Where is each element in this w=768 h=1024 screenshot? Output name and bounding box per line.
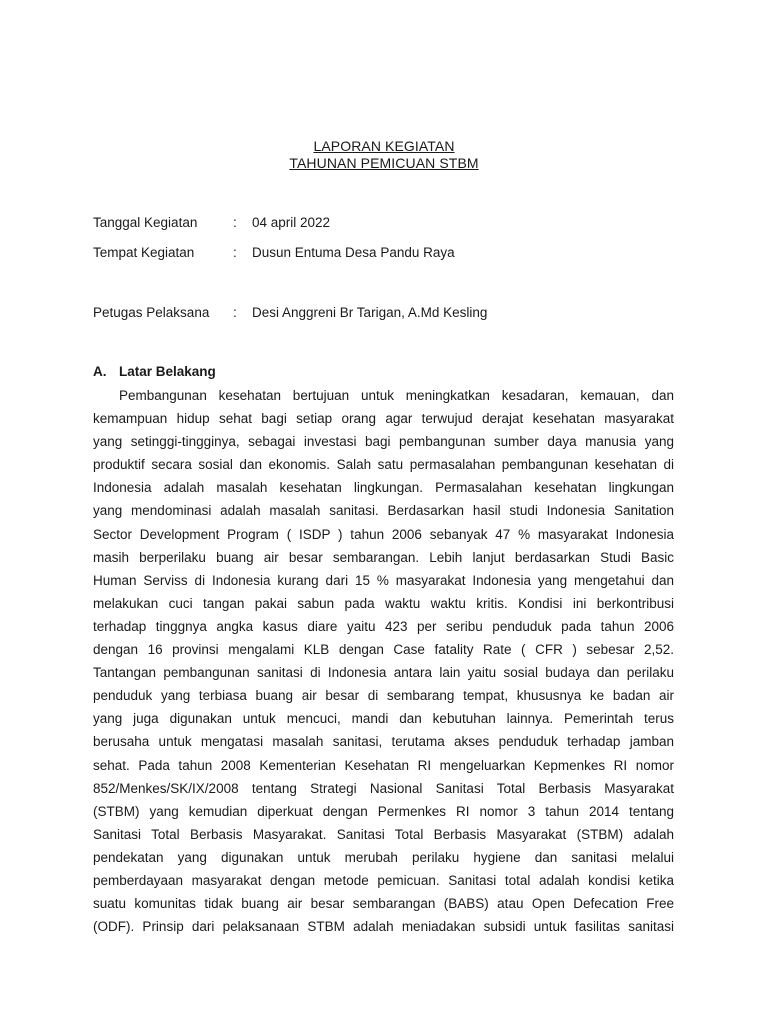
field-colon: : <box>233 245 237 260</box>
paragraph-line: pendekatan yang digunakan untuk merubah perilaku hygiene dan sanitasi melalui <box>93 849 674 865</box>
field-label: Tempat Kegiatan <box>93 245 195 260</box>
paragraph-line: pemberdayaan masyarakat dengan metode pemicuan. Sanitasi total adalah kondisi ketika <box>93 872 674 888</box>
paragraph-line: yang setinggi-tingginya, sebagai investasi bagi pembangunan sumber daya manusia yang <box>93 434 674 450</box>
field-value: Dusun Entuma Desa Pandu Raya <box>252 245 455 260</box>
paragraph-line: melakukan cuci tangan pakai sabun pada waktu waktu kritis. Kondisi ini berkontribusi <box>93 595 674 611</box>
field-label: Petugas Pelaksana <box>93 305 210 320</box>
section-letter: A. <box>93 364 107 379</box>
paragraph-line: kemampuan hidup sehat bagi setiap orang agar terwujud derajat kesehatan masyarakat <box>93 411 674 427</box>
paragraph-line: penduduk yang terbiasa buang air besar di sembarang tempat, khususnya ke badan air <box>93 688 674 704</box>
field-colon: : <box>233 215 237 230</box>
paragraph-line: Sanitasi Total Berbasis Masyarakat. Sanitasi Total Berbasis Masyarakat (STBM) adalah <box>93 826 674 842</box>
field-value: Desi Anggreni Br Tarigan, A.Md Kesling <box>252 305 488 320</box>
paragraph-line: (ODF). Prinsip dari pelaksanaan STBM adalah meniadakan subsidi untuk fasilitas sanitasi <box>93 919 674 935</box>
paragraph-line: berusaha untuk mengatasi masalah sanitasi, terutama akses penduduk terhadap jamban <box>93 734 674 750</box>
document-title-line1: LAPORAN KEGIATAN <box>313 138 455 154</box>
paragraph-line: Pembangunan kesehatan bertujuan untuk meningkatkan kesadaran, kemauan, dan <box>119 388 674 403</box>
paragraph-line: Indonesia adalah masalah kesehatan lingkungan. Permasalahan kesehatan lingkungan <box>93 480 674 496</box>
paragraph-line: masih berperilaku buang air besar sembarangan. Lebih lanjut berdasarkan Studi Basic <box>93 549 674 565</box>
paragraph-line: produktif secara sosial dan ekonomis. Salah satu permasalahan pembangunan kesehatan di <box>93 457 674 473</box>
paragraph-line: Tantangan pembangunan sanitasi di Indonesia antara lain yaitu sosial budaya dan perilaku <box>93 665 674 681</box>
field-tanggal-kegiatan <box>93 215 693 233</box>
field-value: 04 april 2022 <box>252 215 331 230</box>
paragraph-line: suatu komunitas tidak buang air besar sembarangan (BABS) atau Open Defecation Free <box>93 896 674 912</box>
paragraph-line: 852/Menkes/SK/IX/2008 tentang Strategi Nasional Sanitasi Total Berbasis Masyarakat <box>93 780 674 796</box>
paragraph-line: Human Serviss di Indonesia kurang dari 15 % masyarakat Indonesia yang mengetahui dan <box>93 572 674 588</box>
paragraph-line: terhadap tinggnya angka kasus diare yaitu 423 per seribu penduduk pada tahun 2006 <box>93 618 674 634</box>
paragraph-line: yang juga digunakan untuk mencuci, mandi dan kebutuhan lainnya. Pemerintah terus <box>93 711 674 727</box>
section-title: Latar Belakang <box>119 364 216 379</box>
field-petugas-pelaksana <box>93 305 693 323</box>
paragraph-line: dengan 16 provinsi mengalami KLB dengan Case fatality Rate ( CFR ) sebesar 2,52. <box>93 642 674 658</box>
document-title-line2: TAHUNAN PEMICUAN STBM <box>289 155 479 171</box>
paragraph-line: (STBM) yang kemudian diperkuat dengan Permenkes RI nomor 3 tahun 2014 tentang <box>93 803 674 819</box>
field-label: Tanggal Kegiatan <box>93 215 198 230</box>
field-tempat-kegiatan <box>93 245 693 263</box>
field-colon: : <box>233 305 237 320</box>
paragraph-line: sehat. Pada tahun 2008 Kementerian Kesehatan RI mengeluarkan Kepmenkes RI nomor <box>93 757 674 773</box>
paragraph-line: yang mendominasi adalah masalah sanitasi. Berdasarkan hasil studi Indonesia Sanitation <box>93 503 674 519</box>
body-paragraph <box>93 384 674 938</box>
paragraph-line: Sector Development Program ( ISDP ) tahun 2006 sebanyak 47 % masyarakat Indonesia <box>93 526 674 542</box>
